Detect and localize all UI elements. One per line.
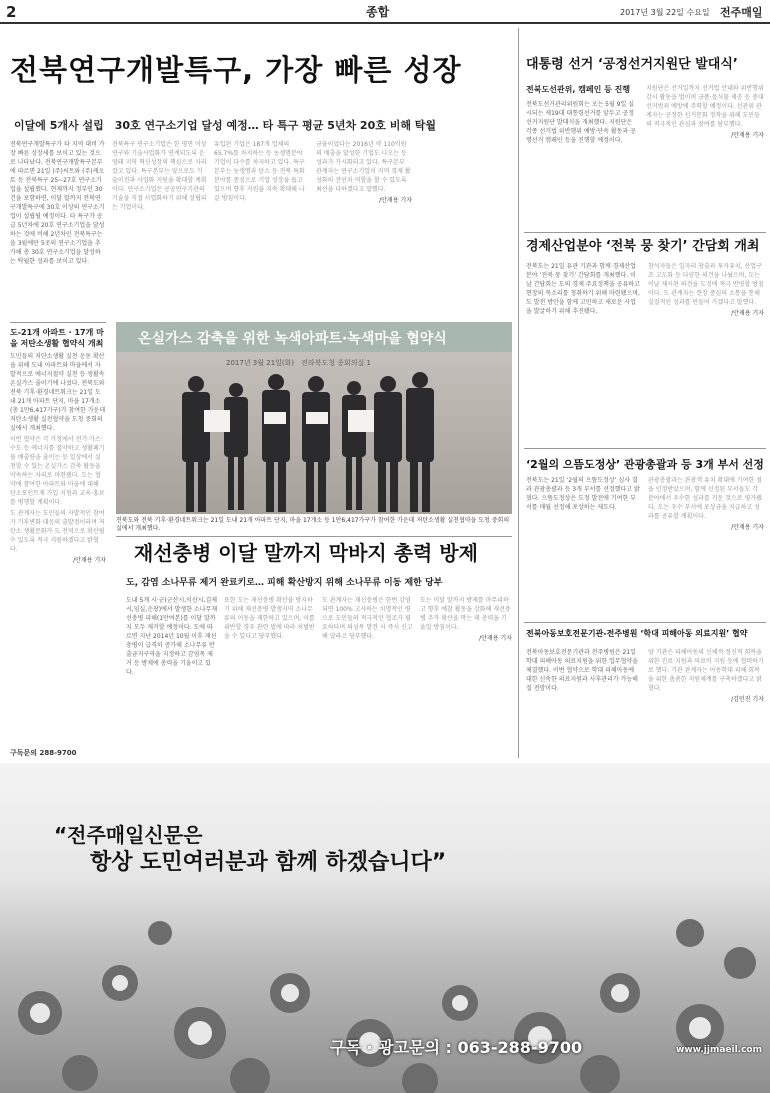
right4-col2: 양 기관은 피해아동의 신체적·정신적 회복을 위한 진료 지원과 의료비 지원 등에 협력하기로 했다. 기관 관계자는 아동학대 피해 회복을 위한 촘촘한 지원체계를 구축하겠다고 밝혔다. /김민진 기자 <box>648 649 764 703</box>
right3-col2: 관광총괄과는 관광객 유치 확대에 기여한 점을 인정받았으며, 함께 선정된 부서들도 각 분야에서 우수한 성과를 거둔 것으로 평가됐다. 도는 우수 부서에 포상금을 지급하고 성과를 공유할 계획이다. /안재용 기자 <box>648 477 764 531</box>
right-divider-3 <box>524 622 766 623</box>
ad-quote-line1: “전주매일신문은 <box>54 823 203 847</box>
sunflower-field <box>0 863 770 1093</box>
right1-headline: 대통령 선거 ‘공정선거지원단 발대식’ <box>526 57 738 72</box>
subscription-note: 구독문의 288-9700 <box>10 749 77 757</box>
ad-url: www.jjmaeil.com <box>676 1045 762 1055</box>
pine-byline: /안재용 기자 <box>479 635 512 642</box>
ad-quote-line2: 항상 도민여러분과 함께 하겠습니다” <box>90 850 447 875</box>
pine-subheadline: 도, 감염 소나무류 제거 완료키로… 피해 확산방지 위해 소나무류 이동 제한 당부 <box>126 578 443 588</box>
right3-col1 <box>526 476 640 616</box>
right-divider-2 <box>524 448 766 449</box>
main-subheadline: 이달에 5개사 설립 30호 연구소기업 달성 예정… 타 특구 평균 5년차 20호 비해 탁월 <box>14 119 437 132</box>
main-body-col3: 유입된 기업은 187개 업체의 65.7%를 차지하는 등 농생명분야 기업이 다수를 차지하고 있다. 특구본부는 농생명과 탄소 등 전북 특화분야를 중심으로 기업 성장을 돕고 있으며 향후 지원을 지속 확대해 나갈 방침이다. <box>214 141 305 202</box>
main-headline: 전북연구개발특구, 가장 빠른 성장 <box>10 53 462 87</box>
main-body-text: 전북연구개발특구가 타 지역 대비 가장 빠른 성장세를 보이고 있는 것으로 나타났다. 전북연구개발특구본부에 따르면 21일 (주)씨트와 (주)케오토 등 전북특구 25~27호 연구소기업을 설립했다. 현재까지 정부인 30건을 포함하면, 이달 말까지 전북연구개발특구에 30호 이상의 연구소기업이 설립될 예정이다. 타 특구가 공급 5년차에 20호 연구소기업을 달성하는 것에 비해 2년차인 전북특구는 올 3월에만 5곳의 연구소기업을 추가해 총 30호 연구소기업을 달성하는 탁월한 성과를 보이고 있다. <box>10 141 105 265</box>
pine-col1 <box>126 596 218 756</box>
side-article-title: 도-21개 아파트 · 17개 마을 저탄소생활 협약식 개최 <box>10 328 104 348</box>
right4-headline: 전북아동보호전문기관-전주병원 ‘학대 피해아동 의료지원’ 협약 <box>526 629 748 638</box>
right1-col1 <box>526 100 638 228</box>
page-number: 2 <box>6 3 17 21</box>
photo-banner-sub: 2017년 3월 21일(화) 전라북도청 중회의실 1 <box>226 359 371 367</box>
right-divider-1 <box>524 232 766 233</box>
right3-body-text: 전북도는 21일 ‘2월의 으뜸도정상’ 심사 결과 관광총괄과 등 3개 부서를 선정했다고 밝혔다. 으뜸도정상은 도정 발전에 기여한 부서를 매월 선정해 포상하는 제도다. <box>526 477 640 511</box>
right2-byline: /안재용 기자 <box>731 310 764 317</box>
right2-body-text: 전북도는 21일 유관 기관과 함께 경제산업분야 ‘전북 뭉 찾기’ 간담회를 개최했다. 이날 간담회는 도의 경제 주요정책을 공유하고 현장의 목소리를 청취하기 위해 마련됐으며, 도 발전 방안을 함께 고민하고 새로운 사업을 발굴하기 위해 추진됐다. <box>526 263 640 315</box>
right1-col2: 지원단은 선거일까지 선거법 안내와 위반행위 감시 활동을 벌이며 금품·음식물 제공 등 중대 선거범죄 예방에 주력할 예정이다. 선관위 관계자는 공정한 선거문화 정착을 위해 도민들의 적극적인 관심과 참여를 당부했다. /안재용 기자 <box>646 85 764 139</box>
main-byline: /안재용 기자 <box>379 197 412 204</box>
main-body-col1 <box>10 140 106 315</box>
section-title: 종합 <box>366 5 390 19</box>
pine-body-text: 도내 5개 시·군(군산시,익산시,김제시,임실,순창)에서 발생한 소나무재선충병 피해(1만여본)를 이달 말까지 모두 제거할 예정이다. 도에 따르면 지난 2014년 10월 이후 재선충병이 급격히 증가해 소나무류 반출금지구역을 지정하고 감염목 제거 등 방제에 총력을 기울이고 있다. <box>126 597 218 676</box>
right4-col1 <box>526 648 640 758</box>
pine-col4: 도는 이달 말까지 방제를 마무리하고 향후 예찰 활동을 강화해 재선충병 추가 확산을 막는 데 총력을 기울일 방침이다. /안재용 기자 <box>420 597 512 642</box>
advertisement <box>0 763 770 1093</box>
event-photo <box>116 322 512 514</box>
photo-caption: 전북도와 전북 기후·환경네트워크는 21일 도내 21개 아파트 단지, 마을 17개소 등 1만6,417가구가 참여한 가운데 저탄소생활 실천협약을 도청 중회의실에서 개최했다. <box>116 517 510 532</box>
pine-col3: 도 관계자는 재선충병은 한번 감염되면 100% 고사하는 치명적인 병으로 도민들의 적극적인 협조가 필요하다며 의심목 발견 시 즉시 신고해 달라고 당부했다. <box>322 597 413 640</box>
pine-divider <box>116 536 512 537</box>
photo-banner-title: 온실가스 감축을 위한 녹색아파트·녹색마을 협약식 <box>138 331 447 347</box>
right1-byline: /안재용 기자 <box>731 132 764 139</box>
main-body-col2: 전북특구 연구소기업은 한 평면 이상 연구와 기술사업화가 연계되도록 운영돼 지역 혁신성장의 핵심으로 자리잡고 있다. 특구본부는 앞으로도 기술이전과 사업화 지원을 확대할 계획이다. 연구소기업은 공공연구기관의 기술을 직접 사업화하기 위해 설립되는 기업이다. <box>112 141 207 211</box>
people-silhouettes <box>116 370 512 514</box>
right1-body-text: 전북도선거관리위원회는 오는 5월 9일 실시되는 제19대 대통령선거를 앞두고 공정선거지원단 발대식을 개최했다. 지원단은 각종 선거법 위반행위 예방·단속 활동과 공명선거 캠페인 등을 진행할 예정이다. <box>526 101 636 144</box>
side-article-text: 도민들의 저탄소생활 실천 운동 확산을 위해 도내 아파트와 마을에서 자발적으로 에너지절약 실천 등 생활속 온실가스 줄이기에 나섰다. 전북도와 전북 기후·환경네트워크는 21일 도내 21개 아파트 단지, 마을 17개소(총 1만6,417가구)가 참여한 가운데 저탄소생활 실천협약을 도청 중회의실에서 개최했다. <box>10 353 106 432</box>
ad-contact: 구독 · 광고문의 : 063-288-9700 <box>330 1038 583 1057</box>
paper-name: 전주매일 <box>720 6 763 19</box>
header-rule <box>0 22 770 24</box>
side-divider <box>10 322 106 323</box>
pine-headline: 재선충병 이달 말까지 막바지 총력 방제 <box>134 541 478 565</box>
right2-headline: 경제산업분야 ‘전북 뭉 찾기’ 간담회 개최 <box>526 239 760 254</box>
right4-body-text: 전북아동보호전문기관과 전주병원은 21일 학대 피해아동 의료지원을 위한 업무협약을 체결했다. 이번 협약으로 학대 피해아동에 대한 신속한 의료지원과 사후관리가 가능해질 전망이다. <box>526 649 638 692</box>
right2-col2: 참석자들은 일자리 창출과 투자유치, 산업구조 고도화 등 다양한 의견을 나눴으며, 도는 이날 제시된 의견을 도정에 적극 반영할 방침이다. 도 관계자는 현장 중심의 소통을 통해 실질적인 성과를 만들어 가겠다고 말했다. /안재용 기자 <box>648 263 764 317</box>
right2-col1 <box>526 262 640 440</box>
right4-byline: /김민진 기자 <box>731 696 764 703</box>
column-divider <box>518 28 519 758</box>
right3-byline: /안재용 기자 <box>731 524 764 531</box>
side-byline: /안재용 기자 <box>73 557 106 564</box>
pine-col2: 또한 도는 재선충병 확산을 방지하기 위해 재선충병 발생지역 소나무류의 이동을 제한하고 있으며, 이를 위반할 경우 관련 법에 따라 처벌받을 수 있다고 당부했다. <box>224 597 315 640</box>
main-body-col4: 금융이었다는 2016년 약 110억원의 매출을 달성한 기업도 나오는 등 성과가 가시화되고 있다. 특구본부 관계자는 연구소기업이 지역 경제 활성화의 견인차 역할을 할 수 있도록 최선을 다하겠다고 말했다. /안재용 기자 <box>316 141 412 204</box>
right1-subhead: 전북도선관위, 캠페인 등 진행 <box>526 85 631 94</box>
photo-banner <box>116 322 512 352</box>
issue-date: 2017년 3월 22일 수요일 <box>620 8 710 17</box>
side-article-body: 도민들의 저탄소생활 실천 운동 확산을 위해 도내 아파트와 마을에서 자발적으로 에너지절약 실천 등 생활속 온실가스 줄이기에 나섰다. 전북도와 전북 기후·환경네트워크는 21일 도내 21개 아파트 단지, 마을 17개소(총 1만6,417가구)가 참여한 가운데 저탄소생활 실천협약을 도청 중회의실에서 개최했다. 이번 협약은 각 가정에서 전기·가스·수도 등 에너지를 절약하고 생활폐기물 배출량을 줄이는 등 일상에서 실천할 수 있는 온실가스 감축 활동을 약속하는 자리로 마련됐다. 도는 협약에 참여한 아파트와 마을에 대해 탄소포인트제 가입 지원과 교육·홍보를 병행할 계획이다. 도 관계자는 도민들의 자발적인 참여가 기후변화 대응의 출발점이라며 저탄소 생활문화가 도 전역으로 확산될 수 있도록 적극 지원하겠다고 밝혔다. /안재용 기자 <box>10 353 106 564</box>
right3-headline: ‘2월의 으뜸도정상’ 관광총괄과 등 3개 부서 선정 <box>526 458 764 471</box>
